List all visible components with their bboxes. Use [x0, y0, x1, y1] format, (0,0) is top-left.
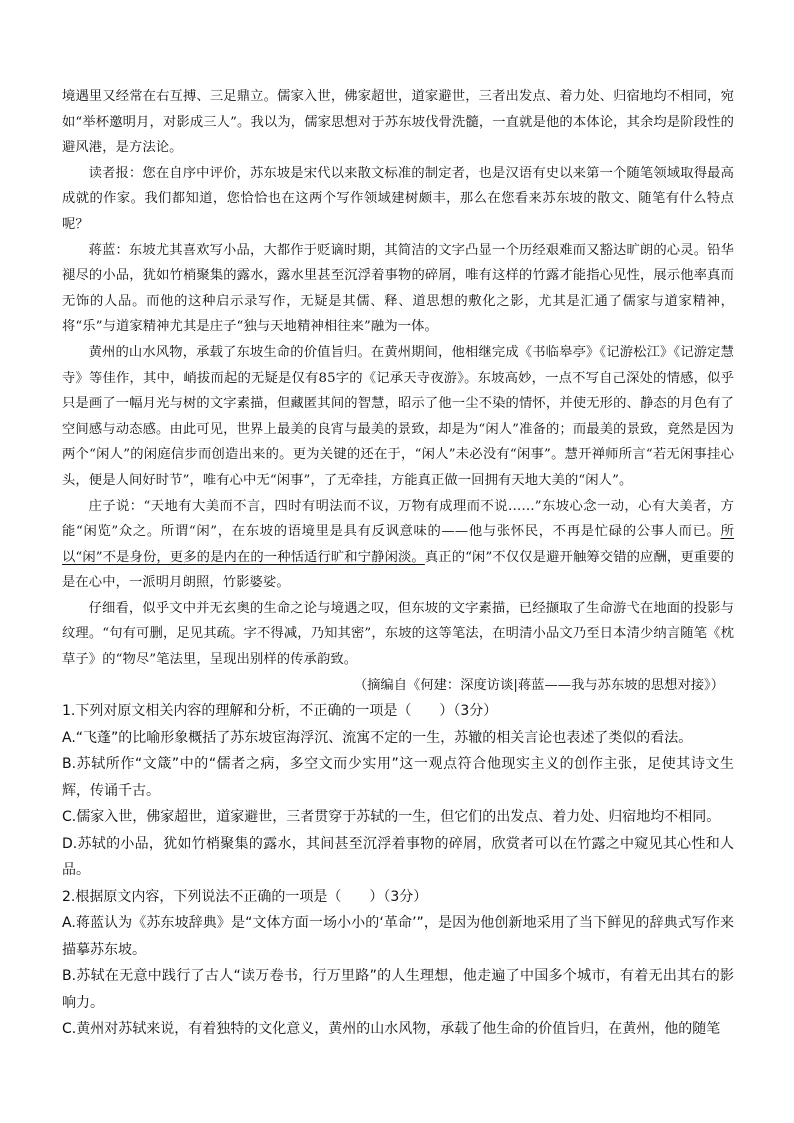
question-1-option-a: A.“飞蓬”的比喻形象概括了苏东坡宦海浮沉、流寓不定的一生，苏辙的相关言论也表述了类似的看法。 — [62, 729, 693, 746]
passage-source: （摘编自《何建：深度访谈|蒋蓝——我与苏东坡的思想对接》） — [353, 677, 724, 693]
passage-paragraph-2: 读者报：您在自序中评价，苏东坡是宋代以来散文标准的制定者，也是汉语有史以来第一个随笔领域取得最高成就的作家。我们都知道，您恰恰也在这两个写作领域建树颇丰，那么在您看来苏东坡的散文、随笔有什么特点呢？ — [62, 165, 734, 232]
passage-paragraph-1: 境遇里又经常在右互搏、三足鼎立。儒家入世，佛家超世，道家避世，三者出发点、着力处、归宿地均不相同，宛如“举杯邀明月，对影成三人”。我以为，儒家思想对于苏东坡伐骨洗髓，一直就是他的本体论，其余均是阶段性的避风港，是方法论。 — [62, 89, 734, 156]
question-1-option-c: C.儒家入世，佛家超世，道家避世，三者贯穿于苏轼的一生，但它们的出发点、着力处、归宿地均不相同。 — [62, 809, 721, 826]
passage-paragraph-6: 仔细看，似乎文中并无玄奥的生命之论与境遇之叹，但东坡的文字素描，已经撷取了生命游弋在地面的投影与纹理。“句有可删，足见其疏。字不得减，乃知其密”，东坡的这等笔法，在明清小品文乃至日本清少纳言随笔《枕草子》的“物尽”笔法里，呈现出别样的传承韵致。 — [62, 600, 734, 668]
paragraph-5-text-a: 庄子说：“天地有大美而不言，四时有明法而不议，万物有成理而不说……”东坡心念一动，心有大美者，方能“闲览”众之。所谓“闲”，在东坡的语境里是具有反讽意味的——他与张怀民，不再是忙碌的公事人而已。 — [62, 498, 734, 540]
question-1-stem: 1.下列对原文相关内容的理解和分析，不正确的一项是（ ）（3分） — [62, 703, 498, 720]
exam-page — [62, 84, 734, 1043]
question-2-option-a: A.蒋蓝认为《苏东坡辞典》是“文体方面一场小小的‘革命’”，是因为他创新地采用了当下鲜见的辞典式写作来描摹苏东坡。 — [62, 915, 734, 958]
passage-paragraph-5 — [62, 494, 734, 596]
question-2-option-c: C.黄州对苏轼来说，有着独特的文化意义，黄州的山水风物，承载了他生命的价值旨归，在黄州，他的随笔 — [62, 1021, 721, 1038]
underlined-sentence: 所以“闲”不是身份，更多的是内在的一种恬适行旷和宁静闲淡。 — [62, 524, 734, 565]
passage-paragraph-4: 黄州的山水风物，承载了东坡生命的价值旨归。在黄州期间，他相继完成《书临皋亭》《记游松江》《记游定慧寺》等佳作，其中，峭拔而起的无疑是仅有85字的《记承天寺夜游》。东坡高妙，一点不写自己深处的情感，似乎只是画了一幅月光与树的文字素描，但藏匿其间的智慧，昭示了他一尘不染的情怀，并使无形的、静态的月色有了空间感与动态感。由此可见，世界上最美的良宵与最美的景致，却是为“闲人”准备的；而最美的景致，竟然是因为两个“闲人”的闲庭信步而创造出来的。更为关键的还在于，“闲人”未必没有“闲事”。慧开禅师所言“若无闲事挂心头，便是人间好时节”，唯有心中无“闲事”，了无牵挂，方能真正做一回拥有天地大美的“闲人”。 — [62, 344, 734, 488]
question-2-stem: 2.根据原文内容，下列说法不正确的一项是（ ）（3分） — [62, 888, 428, 905]
paragraph-5-text-b: 真正的“闲”不仅仅是避开触筹交错的应酬，更重要的是在心中，一派明月朗照，竹影婆娑。 — [62, 549, 734, 591]
passage-paragraph-3: 蒋蓝：东坡尤其喜欢写小品，大都作于贬谪时期，其简洁的文字凸显一个历经艰难而又豁达旷朗的心灵。铅华褪尽的小品，犹如竹梢聚集的露水，露水里甚至沉浮着事物的碎屑，唯有这样的竹露才能指心见性，展示他率真而无饰的人品。而他的这种启示录写作，无疑是其儒、释、道思想的敷化之影，尤其是汇通了儒家与道家精神，将“乐”与道家精神尤其是庄子“独与天地精神相往来”融为一体。 — [62, 242, 734, 335]
question-1-option-d: D.苏轼的小品，犹如竹梢聚集的露水，其间甚至沉浮着事物的碎屑，欣赏者可以在竹露之中窥见其心性和人品。 — [62, 835, 734, 879]
question-1-option-b: B.苏轼所作“文箴”中的“儒者之病，多空文而少实用”这一观点符合他现实主义的创作主张，足使其诗文生辉，传诵千古。 — [62, 756, 734, 799]
question-2-option-b: B.苏轼在无意中践行了古人“读万卷书，行万里路”的人生理想，他走遍了中国多个城市，有着无出其右的影响力。 — [62, 968, 734, 1011]
